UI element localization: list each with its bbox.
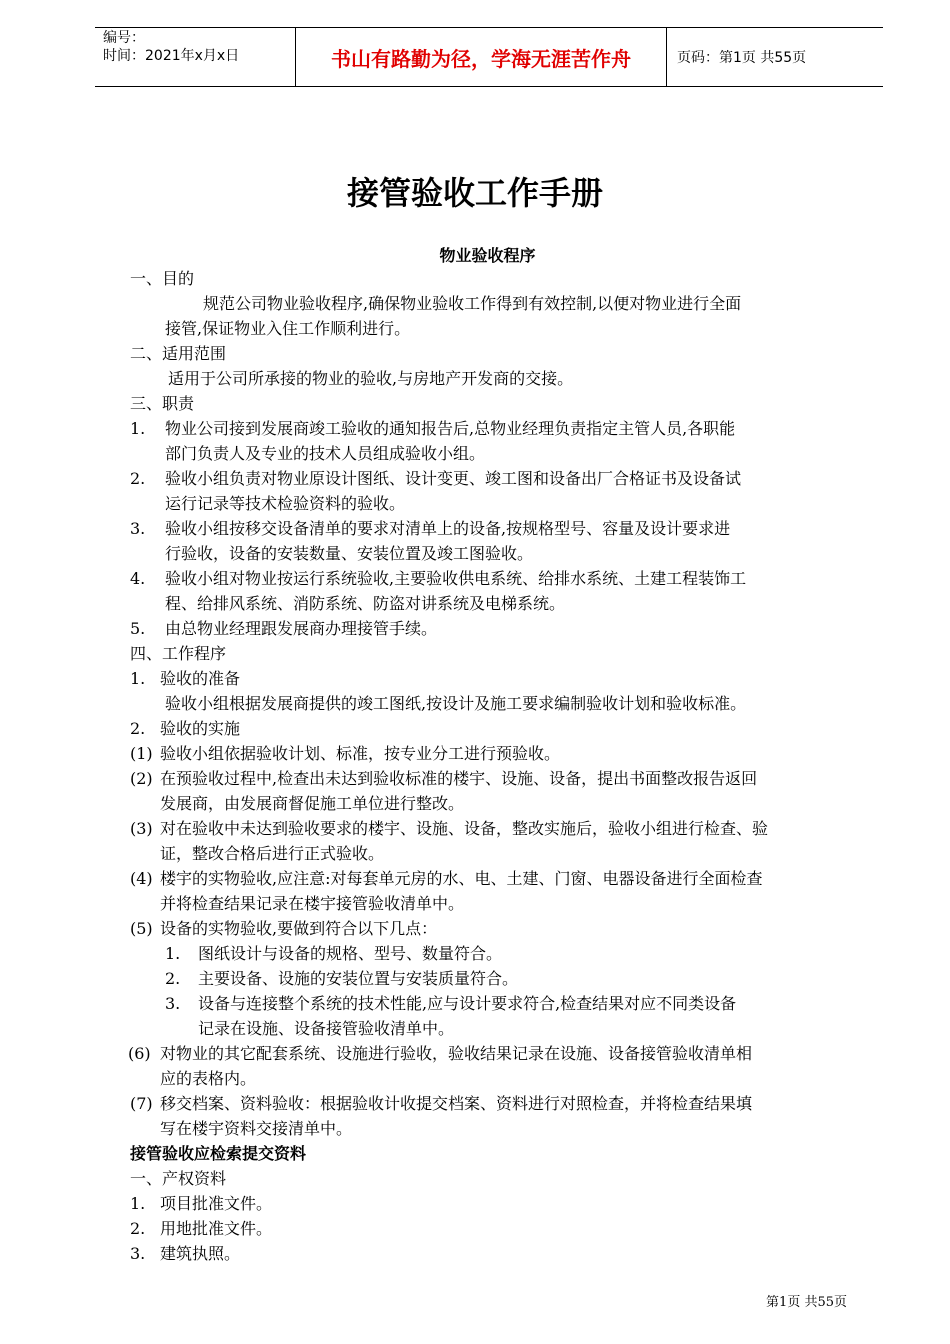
- point-number: 1.: [165, 944, 181, 963]
- section-subtitle: 物业验收程序: [439, 246, 536, 265]
- list-number: 4.: [130, 569, 146, 588]
- sec1-body-line: 接管,保证物业入住工作顺利进行。: [165, 319, 411, 338]
- point-line: 设备与连接整个系统的技术性能,应与设计要求符合,检查结果对应不同类设备: [198, 994, 737, 1013]
- sub-number: (2): [130, 769, 153, 788]
- list-item-line: 验收小组对物业按运行系统验收,主要验收供电系统、给排水系统、土建工程装饰工: [165, 569, 747, 588]
- list-item-line: 部门负责人及专业的技术人员组成验收小组。: [165, 444, 486, 463]
- step-label: 验收的准备: [160, 669, 241, 688]
- sec1-body-line: 规范公司物业验收程序,确保物业验收工作得到有效控制,以便对物业进行全面: [203, 294, 742, 313]
- sub-item-line: 证，整改合格后进行正式验收。: [160, 844, 385, 863]
- number-label: 编号：: [103, 30, 145, 46]
- sub-item-line: 楼宇的实物验收,应注意:对每套单元房的水、电、土建、门窗、电器设备进行全面检查: [160, 869, 763, 888]
- sub-item-line: 应的表格内。: [160, 1069, 257, 1088]
- list-item-line: 运行记录等技术检验资料的验收。: [165, 494, 406, 513]
- sub-item-line: 对物业的其它配套系统、设施进行验收，验收结果记录在设施、设备接管验收清单相: [160, 1044, 753, 1063]
- sub-item-line: 发展商，由发展商督促施工单位进行整改。: [160, 794, 465, 813]
- page-footer: 第1页 共55页: [766, 1295, 847, 1310]
- sub-item-line: 移交档案、资料验收：根据验收计收提交档案、资料进行对照检查，并将检查结果填: [160, 1094, 753, 1113]
- list-number: 3.: [130, 1244, 146, 1263]
- list-number: 1.: [130, 1194, 146, 1213]
- sub-item-line: 在预验收过程中,检查出未达到验收标准的楼宇、设施、设备，提出书面整改报告返回: [160, 769, 758, 788]
- list-item-line: 行验收，设备的安装数量、安装位置及竣工图验收。: [165, 544, 534, 563]
- sub-item-line: 验收小组依据验收计划、标准，按专业分工进行预验收。: [160, 744, 561, 763]
- sub-item-line: 写在楼宇资料交接清单中。: [160, 1119, 353, 1138]
- list-number: 2.: [130, 1219, 146, 1238]
- sec4-heading: 四、工作程序: [130, 644, 227, 663]
- sub-number: (7): [130, 1094, 153, 1113]
- sub-item-line: 设备的实物验收,要做到符合以下几点：: [160, 919, 438, 938]
- point-number: 3.: [165, 994, 181, 1013]
- list-number: 5.: [130, 619, 146, 638]
- sub-number: (6): [128, 1044, 151, 1063]
- list-item-line: 验收小组负责对物业原设计图纸、设计变更、竣工图和设备出厂合格证书及设备试: [165, 469, 742, 488]
- list-item: 建筑执照。: [160, 1244, 241, 1263]
- point-number: 2.: [165, 969, 181, 988]
- sec1-heading: 一、目的: [130, 269, 195, 288]
- sec2-body: 适用于公司所承接的物业的验收,与房地产开发商的交接。: [168, 369, 574, 388]
- list-item: 用地批准文件。: [160, 1219, 273, 1238]
- page-info: 页码：第1页 共55页: [677, 50, 807, 66]
- list-item-line: 由总物业经理跟发展商办理接管手续。: [165, 619, 438, 638]
- time-label: 时间：2021年x月x日: [103, 48, 240, 64]
- point-line: 记录在设施、设备接管验收清单中。: [198, 1019, 455, 1038]
- list-number: 2.: [130, 469, 146, 488]
- document-title: 接管验收工作手册: [346, 174, 603, 212]
- sub-number: (3): [130, 819, 153, 838]
- list-item-line: 程、给排风系统、消防系统、防盗对讲系统及电梯系统。: [165, 594, 566, 613]
- step-label: 验收的实施: [160, 719, 241, 738]
- list-number: 3.: [130, 519, 146, 538]
- part2-sec1-heading: 一、产权资料: [130, 1169, 227, 1188]
- point-line: 主要设备、设施的安装位置与安装质量符合。: [198, 969, 519, 988]
- sub-number: (4): [130, 869, 153, 888]
- list-item: 项目批准文件。: [160, 1194, 273, 1213]
- point-line: 图纸设计与设备的规格、型号、数量符合。: [198, 944, 503, 963]
- step-body: 验收小组根据发展商提供的竣工图纸,按设计及施工要求编制验收计划和验收标准。: [165, 694, 747, 713]
- sec3-heading: 三、职责: [130, 394, 195, 413]
- motto: 书山有路勤为径，学海无涯苦作舟: [296, 28, 667, 86]
- list-number: 2.: [130, 719, 146, 738]
- list-item-line: 验收小组按移交设备清单的要求对清单上的设备,按规格型号、容量及设计要求进: [165, 519, 731, 538]
- header-table: [95, 27, 883, 87]
- list-item-line: 物业公司接到发展商竣工验收的通知报告后,总物业经理负责指定主管人员,各职能: [165, 419, 736, 438]
- sub-number: (1): [130, 744, 153, 763]
- header-meta-cell: [95, 28, 296, 86]
- sub-item-line: 并将检查结果记录在楼宇接管验收清单中。: [160, 894, 465, 913]
- part2-heading: 接管验收应检索提交资料: [130, 1144, 307, 1163]
- sub-number: (5): [130, 919, 153, 938]
- sub-item-line: 对在验收中未达到验收要求的楼宇、设施、设备，整改实施后，验收小组进行检查、验: [160, 819, 769, 838]
- list-number: 1.: [130, 419, 146, 438]
- list-number: 1.: [130, 669, 146, 688]
- sec2-heading: 二、适用范围: [130, 344, 227, 363]
